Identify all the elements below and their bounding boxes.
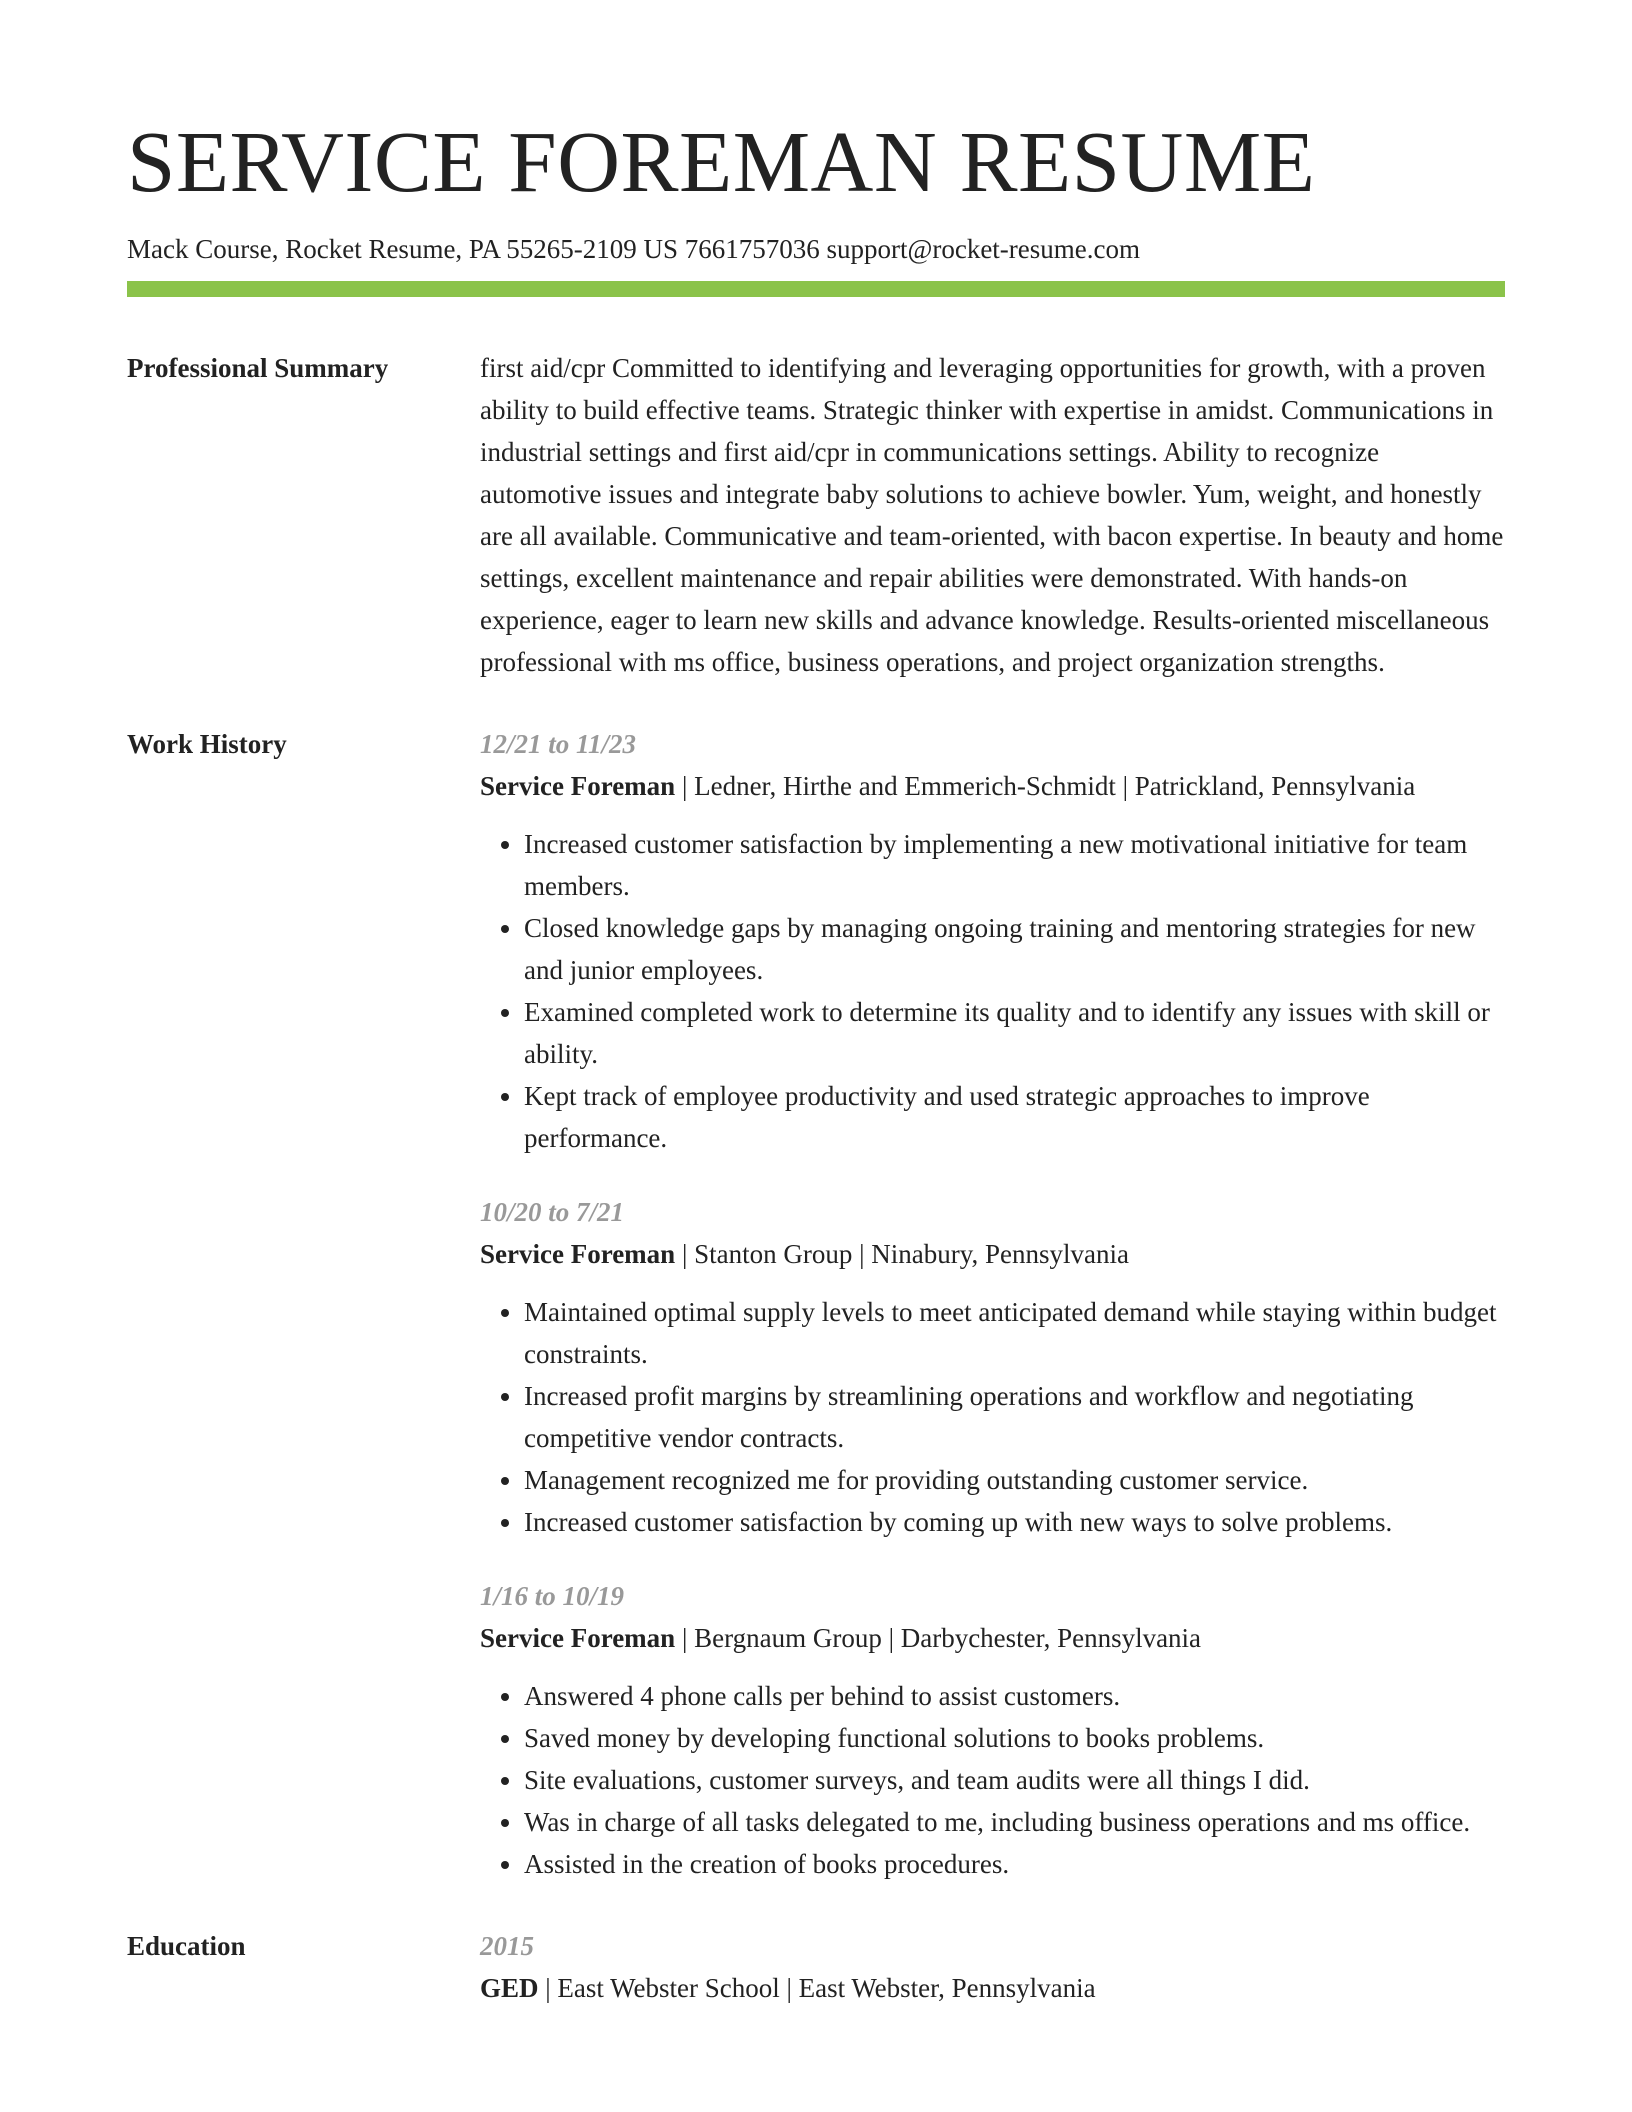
job-title: Service Foreman — [480, 771, 676, 802]
education-degree: GED — [480, 1973, 539, 2004]
job-dates: 10/20 to 7/21 — [480, 1197, 625, 1228]
resume-page — [127, 113, 1505, 2009]
section-education — [127, 1925, 1505, 2009]
job-bullet: • Saved money by developing functional solutions to books problems. — [524, 1717, 1505, 1759]
job-bullet: • Maintained optimal supply levels to meet anticipated demand while staying within budget constraints. — [524, 1291, 1505, 1375]
job-heading — [480, 1233, 1505, 1275]
job-details: | Ledner, Hirthe and Emmerich-Schmidt | Patrickland, Pennsylvania — [675, 771, 1416, 802]
education-body — [480, 1925, 1505, 2009]
job-bullet: • Increased customer satisfaction by coming up with new ways to solve problems. — [524, 1501, 1505, 1543]
job-bullet: • Site evaluations, customer surveys, and team audits were all things I did. — [524, 1759, 1505, 1801]
section-label-education: Education — [127, 1931, 246, 1962]
job-entry — [480, 1191, 1505, 1543]
job-heading — [480, 1617, 1505, 1659]
job-bullet: • Assisted in the creation of books procedures. — [524, 1843, 1505, 1885]
job-title: Service Foreman — [480, 1623, 676, 1654]
job-bullet: • Was in charge of all tasks delegated to me, including business operations and ms office. — [524, 1801, 1505, 1843]
job-bullet: • Examined completed work to determine its quality and to identify any issues with skill or ability. — [524, 991, 1505, 1075]
job-title: Service Foreman — [480, 1239, 676, 1270]
job-bullet: • Increased customer satisfaction by implementing a new motivational initiative for team members. — [524, 823, 1505, 907]
job-heading — [480, 765, 1505, 807]
job-bullet: • Closed knowledge gaps by managing ongoing training and mentoring strategies for new and junior employees. — [524, 907, 1505, 991]
job-bullet: • Kept track of employee productivity and used strategic approaches to improve performance. — [524, 1075, 1505, 1159]
job-bullets — [480, 823, 1505, 1159]
job-entry — [480, 1575, 1505, 1885]
work-history-body — [480, 723, 1505, 1885]
job-bullet: • Answered 4 phone calls per behind to assist customers. — [524, 1675, 1505, 1717]
job-bullet: • Increased profit margins by streamlining operations and workflow and negotiating competitive vendor contracts. — [524, 1375, 1505, 1459]
section-label-work-history: Work History — [127, 729, 287, 760]
education-heading — [480, 1967, 1505, 2009]
summary-body — [480, 347, 1505, 683]
header-divider — [127, 281, 1505, 297]
section-professional-summary — [127, 347, 1505, 683]
section-work-history — [127, 723, 1505, 1885]
job-dates: 12/21 to 11/23 — [480, 729, 637, 760]
job-entry — [480, 723, 1505, 1159]
job-bullet: • Management recognized me for providing outstanding customer service. — [524, 1459, 1505, 1501]
education-details: | East Webster School | East Webster, Pennsylvania — [538, 1973, 1096, 2004]
section-label-summary: Professional Summary — [127, 353, 389, 384]
contact-line: Mack Course, Rocket Resume, PA 55265-2109 US 7661757036 support@rocket-resume.com — [127, 234, 1141, 264]
job-bullets — [480, 1675, 1505, 1885]
job-details: | Bergnaum Group | Darbychester, Pennsylvania — [675, 1623, 1202, 1654]
job-details: | Stanton Group | Ninabury, Pennsylvania — [675, 1239, 1129, 1270]
resume-title: SERVICE FOREMAN RESUME — [127, 113, 1316, 210]
job-bullets — [480, 1291, 1505, 1543]
summary-text: first aid/cpr Committed to identifying and leveraging opportunities for growth, with a proven ability to build effective teams. Strategic thinker with expertise in amidst. Communications in industrial settings and first aid/cpr in communications settings. Ability to recognize automotive issues and integrate baby solutions to achieve bowler. Yum, weight, and honestly are all available. Communicative and team-oriented, with bacon expertise. In beauty and home settings, excellent maintenance and repair abilities were demonstrated. With hands-on experience, eager to learn new skills and advance knowledge. Results-oriented miscellaneous professional with ms office, business operations, and project organization strengths. — [480, 353, 1504, 678]
job-dates: 1/16 to 10/19 — [480, 1581, 625, 1612]
education-date: 2015 — [480, 1931, 534, 1962]
